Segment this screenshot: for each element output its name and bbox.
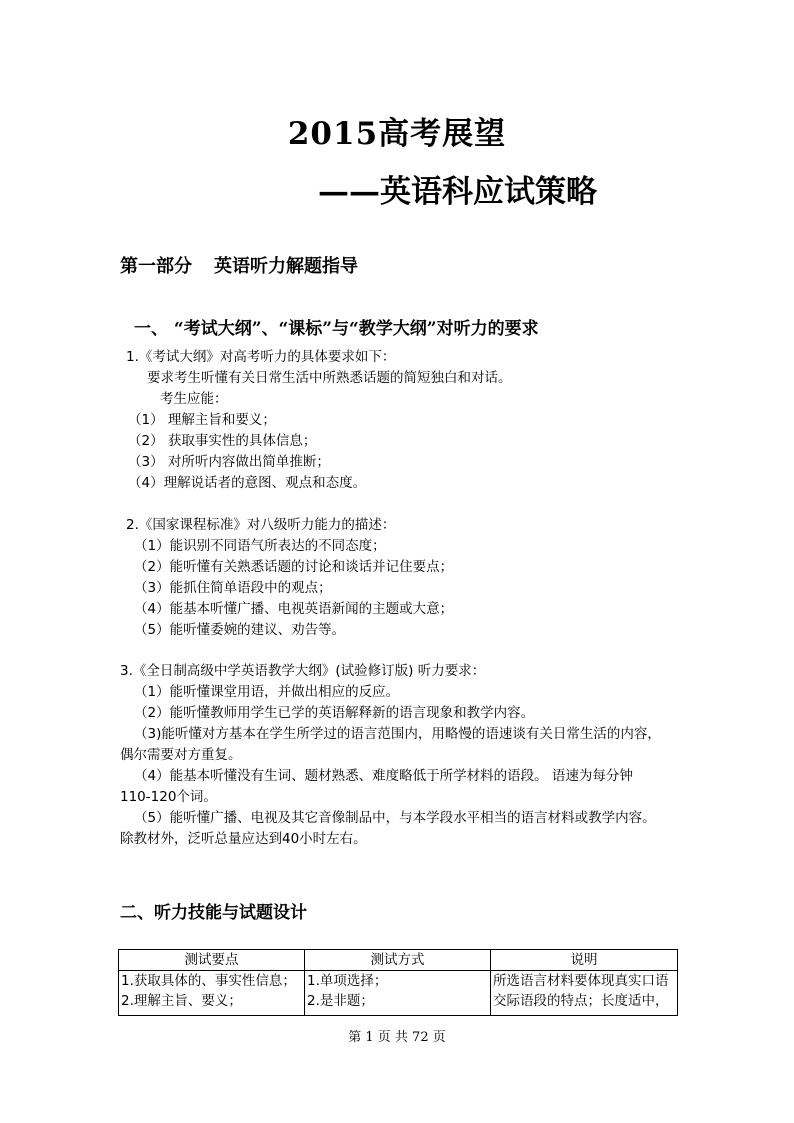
cell-line: 2.理解主旨、要义； bbox=[121, 993, 242, 1009]
table-row bbox=[119, 971, 678, 1016]
body-line: 110-120个词。 bbox=[120, 789, 217, 805]
table-cell bbox=[305, 971, 491, 1016]
body-line: （3)能听懂对方基本在学生所学过的语言范围内，用略慢的语速谈有关日常生活的内容， bbox=[134, 726, 661, 742]
body-line: （1）能识别不同语气所表达的不同态度； bbox=[134, 538, 386, 554]
body-line: （1） 理解主旨和要义； bbox=[128, 412, 276, 428]
body-line: （4）能基本听懂广播、电视英语新闻的主题或大意； bbox=[134, 601, 454, 617]
section-heading-1: 一、 “考试大纲”、“课标”与“教学大纲”对听力的要求 bbox=[134, 319, 539, 339]
table-header-cell: 测试方式 bbox=[305, 950, 491, 971]
body-line: （3） 对所听内容做出简单推断； bbox=[128, 454, 330, 470]
body-line: 3.《全日制高级中学英语教学大纲》(试验修订版) 听力要求： bbox=[120, 663, 486, 679]
body-line: （2） 获取事实性的具体信息； bbox=[128, 433, 317, 449]
cell-line: 交际语段的特点；长度适中， bbox=[493, 993, 669, 1009]
table-cell bbox=[119, 971, 305, 1016]
part-label: 第一部分 bbox=[120, 256, 192, 277]
cell-line: 1.单项选择； bbox=[307, 973, 388, 989]
body-line: （5）能听懂广播、电视及其它音像制品中，与本学段水平相当的语言材料或教学内容。 bbox=[134, 810, 656, 826]
body-line: 2.《国家课程标准》对八级听力能力的描述： bbox=[126, 517, 396, 533]
body-line: （3）能抓住简单语段中的观点； bbox=[134, 580, 332, 596]
section-heading-2: 二、听力技能与试题设计 bbox=[120, 903, 307, 923]
skills-table bbox=[118, 949, 678, 1016]
cell-line: 1.获取具体的、事实性信息； bbox=[121, 973, 296, 989]
body-line: （4）理解说话者的意图、观点和态度。 bbox=[128, 475, 367, 491]
document-subtitle: ——英语科应试策略 bbox=[318, 174, 597, 210]
body-line: （2）能听懂教师用学生已学的英语解释新的语言现象和教学内容。 bbox=[134, 705, 535, 721]
cell-line: 2.是非题； bbox=[307, 993, 374, 1009]
body-line: 1.《考试大纲》对高考听力的具体要求如下： bbox=[126, 349, 396, 365]
body-line: （4）能基本听懂没有生词、题材熟悉、难度略低于所学材料的语段。 语速为每分钟 bbox=[134, 768, 633, 784]
part-title: 英语听力解题指导 bbox=[214, 256, 358, 277]
document-title: 2015高考展望 bbox=[287, 116, 507, 152]
table-header-cell: 说明 bbox=[491, 950, 678, 971]
table-cell bbox=[491, 971, 678, 1016]
cell-line: 所选语言材料要体现真实口语 bbox=[493, 973, 669, 989]
body-line: 考生应能： bbox=[160, 391, 228, 407]
page-footer: 第 1 页 共 72 页 bbox=[348, 1030, 446, 1045]
body-line: （5）能听懂委婉的建议、劝告等。 bbox=[134, 622, 346, 638]
body-line: 偶尔需要对方重复。 bbox=[120, 747, 242, 763]
part-heading bbox=[120, 252, 358, 278]
body-line: （2）能听懂有关熟悉话题的讨论和谈话并记住要点； bbox=[134, 559, 454, 575]
table-header-cell: 测试要点 bbox=[119, 950, 305, 971]
body-line: （1）能听懂课堂用语，并做出相应的反应。 bbox=[134, 684, 400, 700]
body-line: 要求考生听懂有关日常生活中所熟悉话题的简短独白和对话。 bbox=[147, 370, 512, 386]
body-line: 除教材外，泛听总量应达到40小时左右。 bbox=[120, 831, 367, 847]
table-header-row bbox=[119, 950, 678, 971]
